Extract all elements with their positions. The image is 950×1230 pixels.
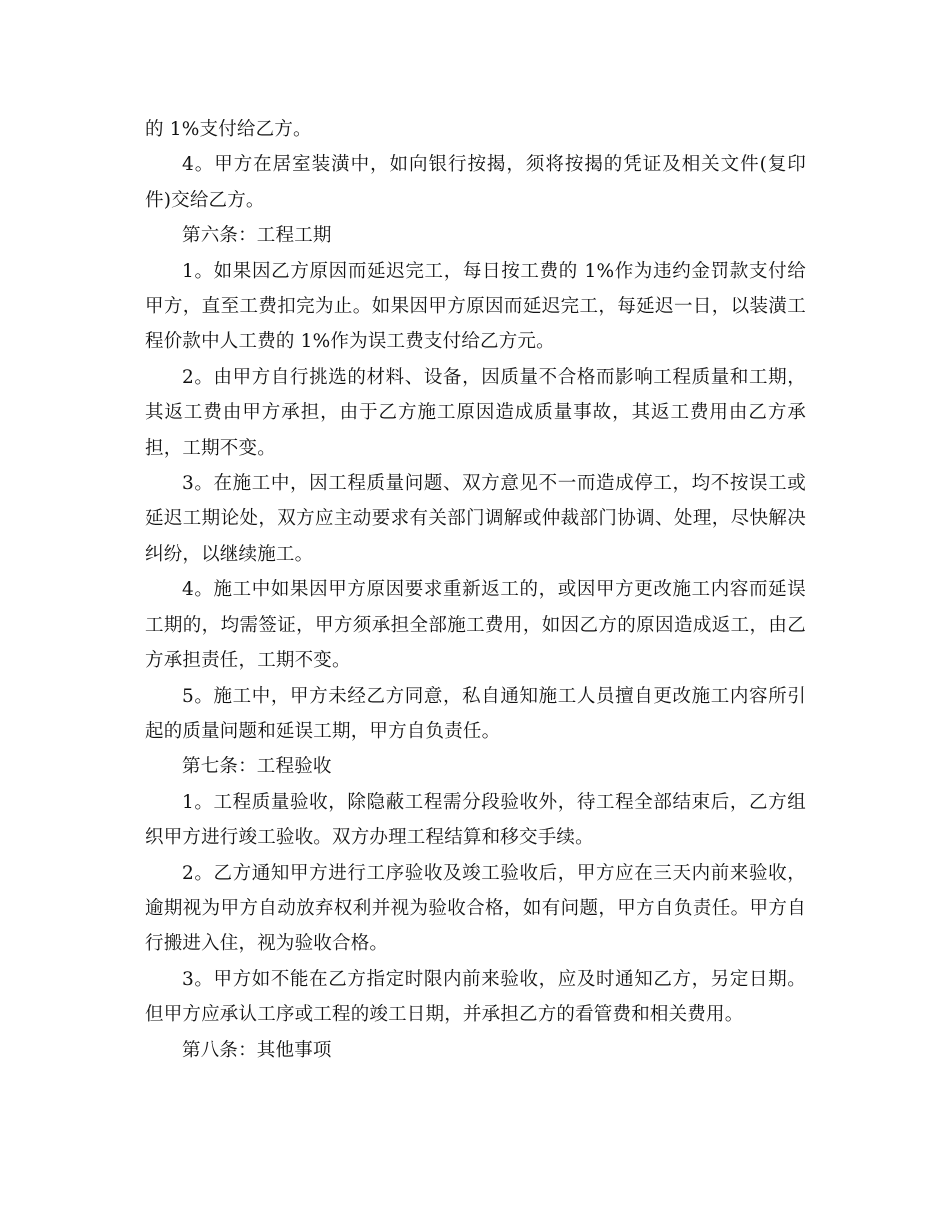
paragraph-mortgage-documents: 4。甲方在居室装潢中，如向银行按揭，须将按揭的凭证及相关文件(复印件)交给乙方。 xyxy=(145,154,806,211)
paragraph-continuation: 的 1%支付给乙方。 xyxy=(145,119,312,140)
paragraph-acceptance-deadline: 2。乙方通知甲方进行工序验收及竣工验收后，甲方应在三天内前来验收，逾期视为甲方自动放弃权利并视为验收合格，如有问题，甲方自负责任。甲方自行搬进入住，视为验收合格。 xyxy=(145,862,806,955)
paragraph-delay-penalty: 1。如果因乙方原因而延迟完工，每日按工费的 1%作为违约金罚款支付给甲方，直至工费扣完为止。如果因甲方原因而延迟完工，每延迟一日，以装潢工程价款中人工费的 1%作为误工费支付给乙方元。 xyxy=(145,260,806,353)
paragraph-acceptance-rescheduling: 3。甲方如不能在乙方指定时限内前来验收，应及时通知乙方，另定日期。但甲方应承认工序或工程的竣工日期，并承担乙方的看管费和相关费用。 xyxy=(145,968,806,1026)
section-heading-article-8: 第八条：其他事项 xyxy=(182,1039,332,1061)
paragraph-quality-dispute: 3。在施工中，因工程质量问题、双方意见不一而造成停工，均不按误工或延迟工期论处，双方应主动要求有关部门调解或仲裁部门协调、处理，尽快解决纠纷，以继续施工。 xyxy=(145,473,806,565)
section-heading-article-7: 第七条：工程验收 xyxy=(182,756,332,778)
section-heading-article-6: 第六条：工程工期 xyxy=(182,225,332,247)
paragraph-material-rework: 2。由甲方自行挑选的材料、设备，因质量不合格而影响工程质量和工期，其返工费由甲方承担，由于乙方施工原因造成质量事故，其返工费用由乙方承担，工期不变。 xyxy=(145,366,806,459)
paragraph-rework-request: 4。施工中如果因甲方原因要求重新返工的，或因甲方更改施工内容而延误工期的，均需签证，甲方须承担全部施工费用，如因乙方的原因造成返工，由乙方承担责任，工期不变。 xyxy=(145,579,806,672)
paragraph-final-acceptance: 1。工程质量验收，除隐蔽工程需分段验收外，待工程全部结束后，乙方组织甲方进行竣工验收。双方办理工程结算和移交手续。 xyxy=(145,791,806,849)
paragraph-unauthorized-change: 5。施工中，甲方未经乙方同意，私自通知施工人员擅自更改施工内容所引起的质量问题和延误工期，甲方自负责任。 xyxy=(145,685,806,742)
